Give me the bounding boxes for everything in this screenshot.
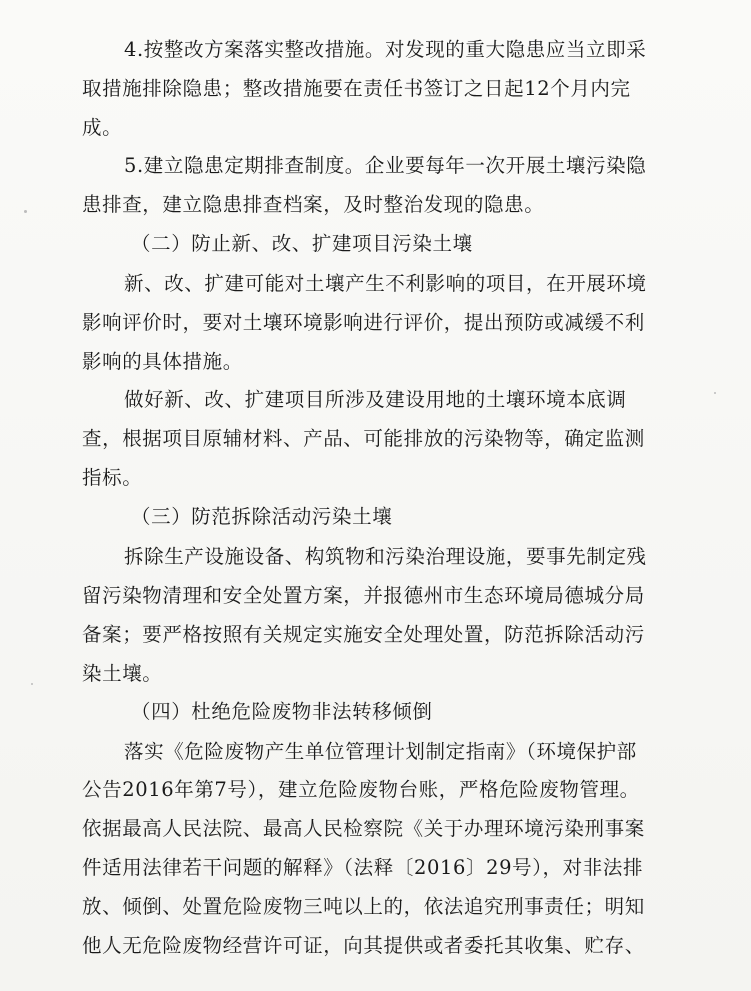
text-line: 影响的具体措施。 <box>82 350 243 373</box>
section-heading: （四）杜绝危险废物非法转移倾倒 <box>131 700 433 723</box>
text-line: 成。 <box>82 116 123 139</box>
section-heading: （三）防范拆除活动污染土壤 <box>131 505 393 528</box>
text-line: 落实《危险废物产生单位管理计划制定指南》（环境保护部 <box>124 740 637 763</box>
section-heading: （二）防止新、改、扩建项目污染土壤 <box>131 232 473 255</box>
text-line: 件适用法律若干问题的解释》（法释〔2016〕29号），对非法排 <box>82 856 644 879</box>
text-line: 新、改、扩建可能对土壤产生不利影响的项目，在开展环境 <box>124 272 647 295</box>
text-line: 查，根据项目原辅材料、产品、可能排放的污染物等，确定监测 <box>82 427 645 450</box>
text-line: 4.按整改方案落实整改措施。对发现的重大隐患应当立即采 <box>124 38 647 61</box>
text-line: 拆除生产设施设备、构筑物和污染治理设施，要事先制定残 <box>124 545 647 568</box>
scan-speck <box>31 683 33 685</box>
text-line: 依据最高人民法院、最高人民检察院《关于办理环境污染刑事案 <box>82 817 645 840</box>
text-line: 指标。 <box>82 466 143 489</box>
text-line: 取措施排除隐患；整改措施要在责任书签订之日起12个月内完 <box>82 77 631 100</box>
text-line: 放、倾倒、处置危险废物三吨以上的，依法追究刑事责任；明知 <box>82 895 645 918</box>
text-line: 染土壤。 <box>82 662 163 685</box>
text-line: 备案；要严格按照有关规定实施安全处理处置，防范拆除活动污 <box>82 623 645 646</box>
text-line: 影响评价时，要对土壤环境影响进行评价，提出预防或减缓不利 <box>82 311 645 334</box>
text-line: 5.建立隐患定期排查制度。企业要每年一次开展土壤污染隐 <box>124 154 647 177</box>
scan-speck <box>714 392 716 394</box>
text-line: 留污染物清理和安全处置方案，并报德州市生态环境局德城分局 <box>82 584 645 607</box>
text-line: 做好新、改、扩建项目所涉及建设用地的土壤环境本底调 <box>124 388 627 411</box>
text-line: 他人无危险废物经营许可证，向其提供或者委托其收集、贮存、 <box>82 934 645 957</box>
scan-speck <box>24 210 27 213</box>
text-line: 患排查，建立隐患排查档案，及时整治发现的隐患。 <box>82 193 545 216</box>
text-line: 公告2016年第7号），建立危险废物台账，严格危险废物管理。 <box>82 778 640 801</box>
